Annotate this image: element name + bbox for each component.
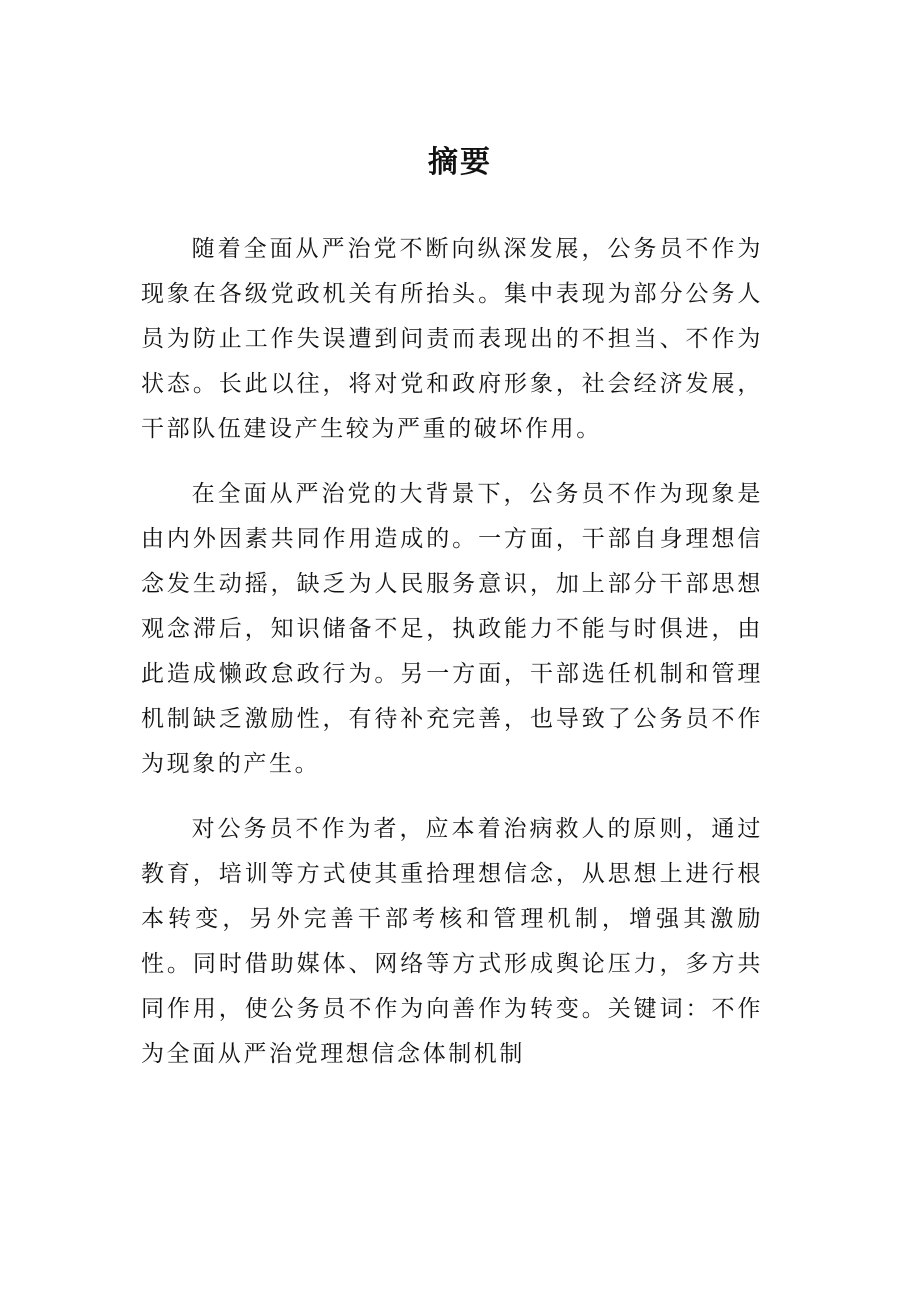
abstract-paragraph-1: 随着全面从严治党不断向纵深发展，公务员不作为现象在各级党政机关有所抬头。集中表现为部分公务人员为防止工作失误遭到问责而表现出的不担当、不作为状态。长此以往，将对党和政府形象，社会经济发展，干部队伍建设产生较为严重的破坏作用。 (141, 236, 763, 442)
page-title: 摘要 (428, 145, 492, 180)
abstract-body (141, 227, 763, 1077)
abstract-paragraph-2: 在全面从严治党的大背景下，公务员不作为现象是由内外因素共同作用造成的。一方面，干部自身理想信念发生动摇，缺乏为人民服务意识，加上部分干部思想观念滞后，知识储备不足，执政能力不能与时俱进，由此造成懒政怠政行为。另一方面，干部选任机制和管理机制缺乏激励性，有待补充完善，也导致了公务员不作为现象的产生。 (141, 481, 763, 777)
abstract-paragraph-3: 对公务员不作为者，应本着治病救人的原则，通过教育，培训等方式使其重拾理想信念，从思想上进行根本转变，另外完善干部考核和管理机制，增强其激励性。同时借助媒体、网络等方式形成舆论压力，多方共同作用，使公务员不作为向善作为转变。关键词：不作为全面从严治党理想信念体制机制 (141, 816, 763, 1067)
